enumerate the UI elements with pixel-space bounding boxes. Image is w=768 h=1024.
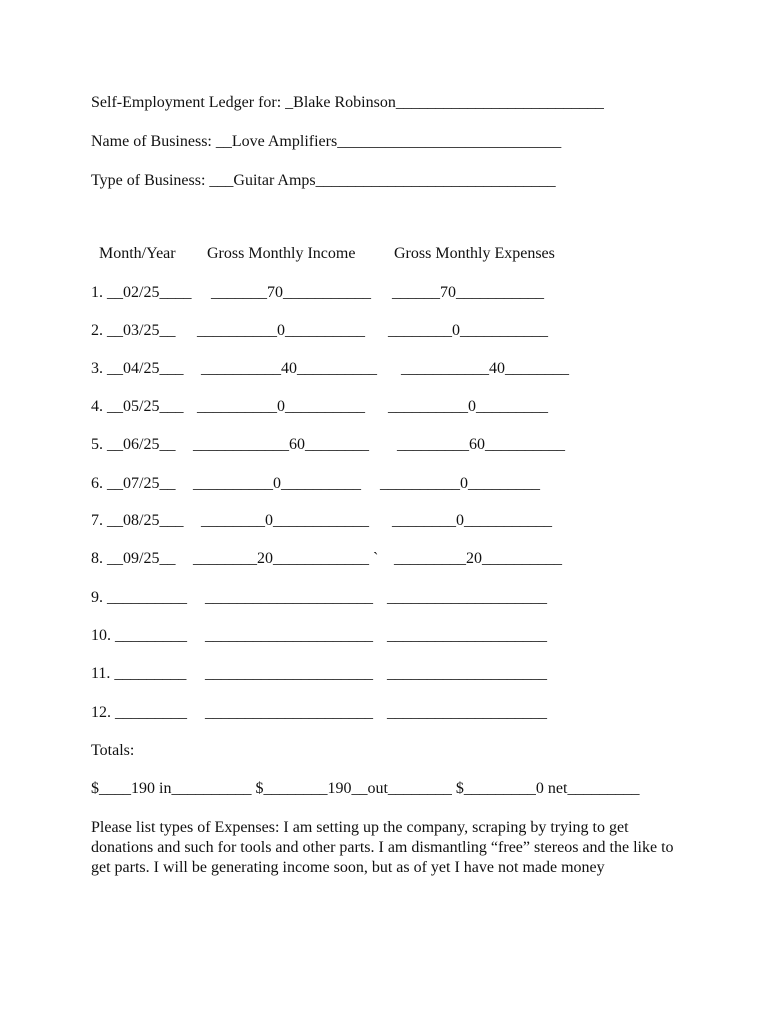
row-month: 12. _________ bbox=[91, 704, 187, 721]
totals-line: $____190 in__________ $________190__out________ $_________0 net_________ bbox=[91, 780, 640, 797]
column-header-income: Gross Monthly Income bbox=[207, 245, 356, 262]
ledger-row bbox=[91, 359, 731, 379]
row-income: __________40__________ bbox=[201, 360, 377, 377]
row-income: ________0____________ bbox=[201, 512, 369, 529]
row-income: _____________________ bbox=[205, 627, 373, 644]
row-month: 1. __02/25____ bbox=[91, 284, 192, 301]
row-month: 7. __08/25___ bbox=[91, 512, 184, 529]
business-name-line: Name of Business: __Love Amplifiers____________________________ bbox=[91, 133, 562, 150]
ledger-row bbox=[91, 588, 731, 608]
row-income: ________20____________ ` bbox=[193, 550, 379, 567]
row-expense: ___________40________ bbox=[401, 360, 569, 377]
ledger-row bbox=[91, 511, 731, 531]
row-month: 11. _________ bbox=[91, 665, 187, 682]
row-month: 10. _________ bbox=[91, 627, 187, 644]
column-header-expenses: Gross Monthly Expenses bbox=[394, 245, 555, 262]
row-income: _____________________ bbox=[205, 704, 373, 721]
ledger-row bbox=[91, 321, 731, 341]
row-month: 6. __07/25__ bbox=[91, 475, 176, 492]
row-income: _____________________ bbox=[205, 665, 373, 682]
row-income: __________0__________ bbox=[197, 322, 365, 339]
row-income: __________0__________ bbox=[197, 398, 365, 415]
row-month: 9. __________ bbox=[91, 589, 187, 606]
ledger-row bbox=[91, 626, 731, 646]
column-header-month: Month/Year bbox=[99, 245, 176, 262]
ledger-row bbox=[91, 703, 731, 723]
row-expense: ____________________ bbox=[387, 665, 547, 682]
row-expense: ____________________ bbox=[387, 589, 547, 606]
row-income: __________0__________ bbox=[193, 475, 361, 492]
ledger-owner-line: Self-Employment Ledger for: _Blake Robinson__________________________ bbox=[91, 94, 604, 111]
row-expense: ____________________ bbox=[387, 704, 547, 721]
ledger-row bbox=[91, 474, 731, 494]
row-month: 4. __05/25___ bbox=[91, 398, 184, 415]
business-type-line: Type of Business: ___Guitar Amps______________________________ bbox=[91, 172, 556, 189]
row-expense: ________0___________ bbox=[388, 322, 548, 339]
row-month: 5. __06/25__ bbox=[91, 436, 176, 453]
row-expense: _________60__________ bbox=[397, 436, 565, 453]
row-month: 2. __03/25__ bbox=[91, 322, 176, 339]
ledger-row bbox=[91, 549, 731, 569]
row-expense: ____________________ bbox=[387, 627, 547, 644]
ledger-row bbox=[91, 664, 731, 684]
row-month: 3. __04/25___ bbox=[91, 360, 184, 377]
row-expense: _________20__________ bbox=[394, 550, 562, 567]
row-income: _______70___________ bbox=[211, 284, 371, 301]
row-income: ____________60________ bbox=[193, 436, 369, 453]
ledger-row bbox=[91, 435, 731, 455]
row-expense: ______70___________ bbox=[392, 284, 544, 301]
row-month: 8. __09/25__ bbox=[91, 550, 176, 567]
row-expense: ________0___________ bbox=[392, 512, 552, 529]
ledger-row bbox=[91, 397, 731, 417]
ledger-row bbox=[91, 283, 731, 303]
expenses-description: Please list types of Expenses: I am setting up the company, scraping by trying to get donations and such for tools and other parts. I am dismantling “free” stereos and the like to get parts. I will be generating income soon, but as of yet I have not made money bbox=[91, 819, 674, 876]
row-expense: __________0_________ bbox=[388, 398, 548, 415]
totals-label: Totals: bbox=[91, 742, 135, 759]
row-income: _____________________ bbox=[205, 589, 373, 606]
row-expense: __________0_________ bbox=[380, 475, 540, 492]
